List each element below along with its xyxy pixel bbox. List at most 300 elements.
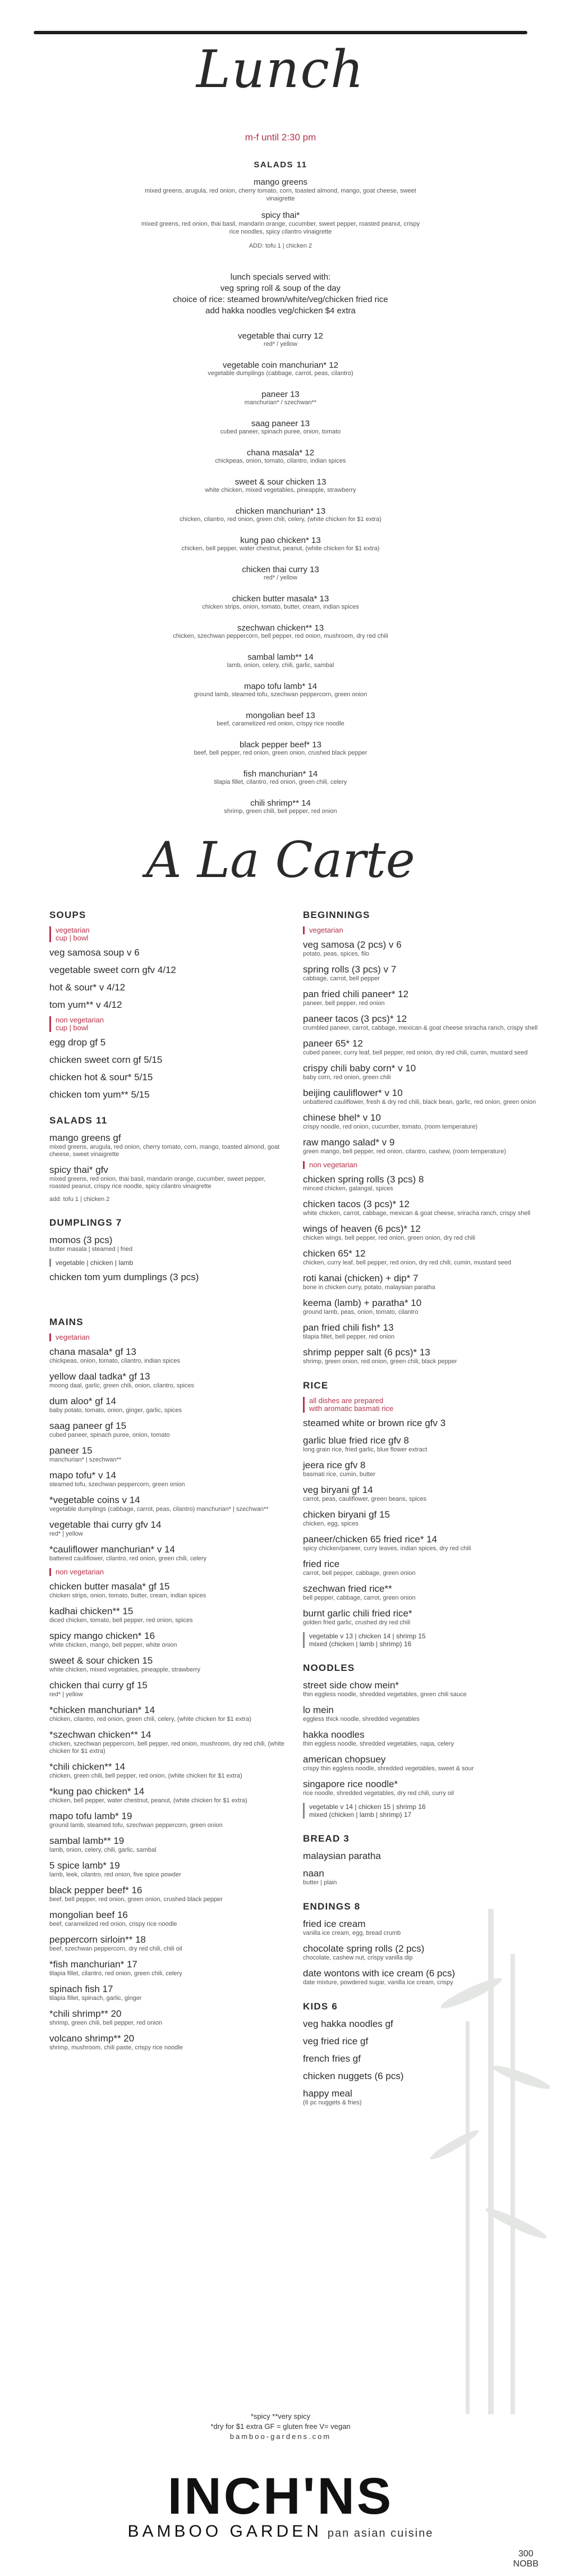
menu-item [49, 1469, 285, 1488]
corner-code-1: 300 [518, 2549, 534, 2559]
menu-item-name: chicken nuggets (6 pcs) [303, 2071, 404, 2081]
menu-item-name: vegetable sweet corn gfv 4/12 [49, 965, 176, 975]
menu-item-desc: date mixture, powdered sugar, vanilla ice cream, crispy [303, 1979, 453, 1986]
corner-code-2: NOBB [513, 2559, 539, 2569]
lunch-item-name: kung pao chicken* 13 [240, 536, 321, 545]
lunch-salad-add-note: ADD: tofu 1 | chicken 2 [249, 243, 312, 249]
menu-item-name: black pepper beef* 16 [49, 1885, 142, 1896]
beginnings-heading: BEGINNINGS [303, 910, 370, 920]
menu-item-desc: tilapia fillet, cilantro, red onion, green chili, celery [49, 1970, 182, 1977]
menu-item-name: mapo tofu* v 14 [49, 1470, 117, 1481]
dumplings-list [49, 1234, 285, 1253]
menu-item-name: garlic blue fried rice gfv 8 [303, 1435, 409, 1446]
lunch-item [140, 506, 421, 523]
a-la-carte-title: A La Carte [146, 831, 415, 889]
menu-item [49, 1785, 285, 1805]
lunch-salads-heading: SALADS 11 [254, 160, 307, 170]
menu-item [49, 2008, 285, 2027]
lunch-specials-info [140, 272, 421, 317]
lunch-hours: m-f until 2:30 pm [245, 132, 316, 143]
specials-line-2: veg spring roll & soup of the day [220, 284, 341, 293]
lunch-item-name: mongolian beef 13 [246, 711, 315, 720]
soups-veg-list [49, 947, 285, 1011]
menu-item [49, 1371, 285, 1390]
noodles-list [303, 1679, 539, 1797]
menu-item-name: veg hakka noodles gf [303, 2018, 393, 2029]
soups-veg-tag-sizes: cup | bowl [56, 934, 89, 942]
menu-item-name: yellow daal tadka* gf 13 [49, 1371, 150, 1382]
menu-item-desc: carrot, bell pepper, cabbage, green onion [303, 1570, 416, 1577]
lunch-item-name: black pepper beef* 13 [240, 740, 321, 750]
lunch-item [140, 711, 421, 728]
menu-item [49, 1519, 285, 1538]
rice-options-line-1: vegetable v 13 | chicken 14 | shrimp 15 [309, 1632, 426, 1640]
lunch-item [140, 477, 421, 494]
menu-item-desc: carrot, peas, cauliflower, green beans, spices [303, 1496, 427, 1502]
menu-item-desc: chicken, curry leaf, bell pepper, red onion, dry red chili, cumin, mustard seed [303, 1259, 512, 1266]
menu-item [49, 947, 285, 958]
menu-item-desc: ground lamb, steamed tofu, szechwan peppercorn, green onion [49, 1822, 223, 1829]
menu-item-desc: potato, peas, spices, filo [303, 951, 370, 957]
menu-item-desc: baby potato, tomato, onion, ginger, garlic, spices [49, 1407, 182, 1414]
bread-heading: BREAD 3 [303, 1833, 350, 1844]
menu-item-desc: cubed paneer, curry leaf, bell pepper, red onion, dry red chili, cumin, mustard seed [303, 1049, 528, 1056]
menu-item [303, 1013, 539, 1032]
menu-item-name: beijing cauliflower* v 10 [303, 1088, 403, 1098]
menu-item-name: hot & sour* v 4/12 [49, 982, 126, 993]
menu-item-desc: thin eggless noodle, shredded vegetables, green chili sauce [303, 1691, 467, 1698]
lunch-item-name: mapo tofu lamb* 14 [243, 682, 318, 691]
bamboo-decoration-icon [404, 1909, 550, 2414]
menu-item-desc: butter | plain [303, 1879, 337, 1886]
lunch-item-desc: chicken, szechwan peppercorn, bell pepper, red onion, mushroom, dry red chili [173, 633, 388, 640]
menu-item [49, 1761, 285, 1780]
legend-dietary: *dry for $1 extra GF = gluten free V= vegan [210, 2422, 351, 2431]
brand-logo [0, 2470, 561, 2541]
menu-item-desc: shrimp, green chili, bell pepper, red onion [49, 2020, 163, 2026]
menu-item-name: egg drop gf 5 [49, 1037, 106, 1048]
menu-item-name: *cauliflower manchurian* v 14 [49, 1544, 175, 1555]
lunch-item-desc: chicken, cilantro, red onion, green chili, celery, (white chicken for $1 extra) [180, 516, 381, 523]
lunch-salad-desc: mixed greens, arugula, red onion, cherry tomato, corn, toasted almond, mango, goat cheese, sweet vinaigrette [145, 188, 416, 202]
menu-item-desc: chicken, cilantro, red onion, green chili, celery, (white chicken for $1 extra) [49, 1716, 251, 1723]
menu-item [303, 1558, 539, 1577]
lunch-item-desc: shrimp, green chili, bell pepper, red onion [224, 808, 337, 815]
menu-item [49, 1860, 285, 1879]
brand-name: INCH'NS [167, 2468, 394, 2525]
menu-item-name: shrimp pepper salt (6 pcs)* 13 [303, 1347, 430, 1358]
menu-item-desc: vanilla ice cream, egg, bread crumb [303, 1930, 401, 1936]
lunch-salad-desc: mixed greens, red onion, thai basil, mandarin orange, cucumber, sweet pepper, roasted peanut, crispy rice noodles, spicy cilantro vinaigrette [141, 221, 420, 235]
menu-item-name: paneer/chicken 65 fried rice* 14 [303, 1534, 438, 1545]
lunch-salad-name: mango greens [254, 177, 307, 187]
lunch-item [140, 682, 421, 698]
menu-item [303, 1704, 539, 1723]
lunch-item-desc: manchurian* / szechwan** [244, 399, 317, 406]
menu-item-desc: red* | yellow [49, 1691, 83, 1698]
rice-tag-line-2: with aromatic basmati rice [309, 1404, 394, 1413]
mains-veg-tag: vegetarian [49, 1333, 285, 1341]
menu-item-desc: manchurian* | szechwan** [49, 1456, 122, 1463]
menu-item-name: volcano shrimp** 20 [49, 2033, 135, 2044]
menu-item-desc: paneer, bell pepper, red onion [303, 1000, 385, 1007]
menu-item-name: chicken tom yum dumplings (3 pcs) [49, 1272, 199, 1282]
menu-item [49, 999, 285, 1011]
menu-item-name: veg biryani gf 14 [303, 1485, 373, 1495]
menu-item [49, 1071, 285, 1083]
mains-nonveg-tag: non vegetarian [49, 1568, 285, 1576]
lunch-item [140, 623, 421, 640]
noodles-options-line-2: mixed (chicken | lamb | shrimp) 17 [309, 1811, 412, 1819]
lunch-item-name: chicken thai curry 13 [242, 565, 319, 574]
menu-item-desc: crumbled paneer, carrot, cabbage, mexican & goat cheese sriracha ranch, crispy shell [303, 1025, 538, 1031]
lunch-item-desc: beef, bell pepper, red onion, green onion, crushed black pepper [194, 750, 367, 756]
menu-item-name: steamed white or brown rice gfv 3 [303, 1418, 446, 1428]
menu-item-desc: mixed greens, red onion, thai basil, mandarin orange, cucumber, sweet pepper, roasted peanut, crispy rice noodle, spicy cilantro vinaigrette [49, 1176, 266, 1190]
lunch-item [140, 740, 421, 757]
menu-item-name: paneer tacos (3 pcs)* 12 [303, 1013, 407, 1024]
soups-veg-tag [49, 926, 285, 942]
menu-item-name: chicken biryani gf 15 [303, 1509, 390, 1520]
menu-item-name: peppercorn sirloin** 18 [49, 1934, 146, 1945]
lunch-item-desc: tilapia fillet, cilantro, red onion, green chili, celery [214, 779, 347, 785]
menu-item-desc: spicy chicken/paneer, curry leaves, indian spices, dry red chili [303, 1545, 471, 1552]
menu-item-name: *szechwan chicken** 14 [49, 1729, 151, 1740]
brand-tagline: pan asian cuisine [327, 2527, 434, 2540]
menu-item [49, 1164, 285, 1190]
menu-item-name: *chicken manchurian* 14 [49, 1705, 155, 1715]
menu-item [303, 1062, 539, 1081]
menu-item [49, 1704, 285, 1723]
menu-item-name: *vegetable coins v 14 [49, 1495, 140, 1505]
menu-item [303, 1850, 539, 1862]
menu-item [303, 1223, 539, 1242]
salads-add-note: add: tofu 1 | chicken 2 [49, 1196, 110, 1203]
mains-heading: MAINS [49, 1317, 84, 1327]
corner-code [513, 2549, 539, 2569]
lunch-item [140, 798, 421, 815]
menu-item [49, 1630, 285, 1649]
menu-item-name: momos (3 pcs) [49, 1235, 113, 1245]
soups-veg-tag-line: vegetarian [56, 926, 90, 934]
menu-item-desc: chicken, szechwan peppercorn, bell pepper, red onion, mushroom, dry red chili, (white chicken for $1 extra) [49, 1741, 284, 1755]
menu-item-name: chinese bhel* v 10 [303, 1112, 381, 1123]
menu-item-desc: basmati rice, cumin, butter [303, 1471, 375, 1478]
menu-item-desc: lamb, onion, celery, chili, garlic, sambal [49, 1847, 157, 1853]
rice-tag [303, 1397, 539, 1413]
menu-item [303, 1459, 539, 1478]
menu-item [49, 1934, 285, 1953]
menu-item [49, 1054, 285, 1066]
menu-item [49, 1445, 285, 1464]
soups-nonveg-list [49, 1036, 285, 1100]
menu-item-name: chicken 65* 12 [303, 1248, 366, 1259]
menu-item-name: pan fried chili fish* 13 [303, 1322, 394, 1333]
menu-item-name: sambal lamb** 19 [49, 1835, 125, 1846]
lunch-item [140, 594, 421, 611]
menu-item-name: mapo tofu lamb* 19 [49, 1811, 132, 1821]
menu-item-name: paneer 15 [49, 1445, 93, 1456]
dumplings-heading: DUMPLINGS 7 [49, 1217, 122, 1228]
beginnings-veg-list [303, 939, 539, 1155]
menu-item-name: spinach fish 17 [49, 1984, 113, 1994]
lunch-item-name: sambal lamb** 14 [247, 652, 314, 662]
lunch-item-desc: chickpeas, onion, tomato, cilantro, indian spices [215, 458, 346, 464]
soups-nonveg-tag-sizes: cup | bowl [56, 1024, 89, 1032]
menu-item-desc: shrimp, mushroom, chili paste, crispy rice noodle [49, 2044, 183, 2051]
salads-heading: SALADS 11 [49, 1115, 108, 1126]
lunch-item-name: chana masala* 12 [246, 448, 315, 458]
menu-item-desc: white chicken, mixed vegetables, pineapple, strawberry [49, 1666, 201, 1673]
lunch-salads-list [140, 177, 421, 236]
menu-item [49, 1884, 285, 1903]
menu-item-desc: tilapia fillet, bell pepper, red onion [303, 1333, 395, 1340]
menu-item-desc: eggless thick noodle, shredded vegetables [303, 1716, 420, 1723]
menu-item [303, 1198, 539, 1217]
lunch-title: Lunch [196, 39, 365, 99]
menu-item [49, 1420, 285, 1439]
lunch-item-desc: red* / yellow [264, 574, 297, 581]
menu-item [49, 1346, 285, 1365]
menu-item-name: 5 spice lamb* 19 [49, 1860, 120, 1871]
menu-item-name: singapore rice noodle* [303, 1779, 398, 1789]
menu-item-desc: chocolate, cashew nut, crispy vanilla dip [303, 1954, 413, 1961]
menu-item-desc: unbattered cauliflower, fresh & dry red chili, black bean, garlic, red onion, green onion [303, 1099, 536, 1106]
lunch-salad-name: spicy thai* [261, 211, 300, 220]
lunch-item [140, 536, 421, 552]
lunch-item-desc: cubed paneer, spinach puree, onion, tomato [220, 428, 341, 435]
lunch-item-desc: beef, caramelized red onion, crispy rice noodle [217, 720, 344, 727]
soups-heading: SOUPS [49, 910, 86, 920]
menu-item-name: roti kanai (chicken) + dip* 7 [303, 1273, 419, 1284]
menu-item [49, 1605, 285, 1624]
mains-nonveg-list [49, 1581, 285, 2052]
lunch-item [140, 565, 421, 582]
menu-item-desc: minced chicken, galangal, spices [303, 1185, 393, 1192]
menu-item [303, 1038, 539, 1057]
top-brush-stroke [34, 31, 527, 34]
menu-item-name: dum aloo* gf 14 [49, 1396, 117, 1406]
menu-item-desc: moong daal, garlic, green chili, onion, cilantro, spices [49, 1382, 195, 1389]
menu-item [303, 1583, 539, 1602]
menu-item [49, 1494, 285, 1513]
menu-item [303, 1607, 539, 1627]
menu-item [49, 1234, 285, 1253]
lunch-item-name: chicken manchurian* 13 [235, 506, 326, 516]
lunch-item [140, 419, 421, 436]
menu-item-name: malaysian paratha [303, 1851, 381, 1861]
menu-item-name: veg samosa (2 pcs) v 6 [303, 939, 402, 950]
menu-item-desc: chickpeas, onion, tomato, cilantro, indian spices [49, 1358, 180, 1364]
specials-line-1: lunch specials served with: [230, 272, 331, 282]
soups-nonveg-tag-line: non vegetarian [56, 1016, 104, 1024]
menu-item [303, 1435, 539, 1454]
menu-item-name: *chili shrimp** 20 [49, 2008, 122, 2019]
menu-item-name: *chili chicken** 14 [49, 1761, 126, 1772]
menu-item [303, 1753, 539, 1773]
legend-spicy: *spicy **very spicy [250, 2412, 311, 2420]
menu-item [303, 1173, 539, 1193]
menu-item-name: veg fried rice gf [303, 2036, 369, 2047]
menu-item-name: szechwan fried rice** [303, 1583, 392, 1594]
menu-item [49, 1271, 285, 1283]
menu-item [303, 1509, 539, 1528]
menu-item [303, 1297, 539, 1316]
menu-item [49, 1679, 285, 1698]
menu-item [49, 981, 285, 993]
menu-item [303, 1778, 539, 1797]
menu-item [303, 1272, 539, 1291]
menu-item-name: mongolian beef 16 [49, 1910, 128, 1920]
menu-item-desc: red* | yellow [49, 1531, 83, 1537]
menu-item-name: jeera rice gfv 8 [303, 1460, 366, 1470]
menu-item-name: mango greens gf [49, 1132, 121, 1143]
rice-list [303, 1417, 539, 1627]
menu-item-desc: (6 pc nuggets & fries) [303, 2099, 362, 2106]
menu-item-name: chicken butter masala* gf 15 [49, 1581, 170, 1592]
mains-veg-list [49, 1346, 285, 1563]
rice-options-line-2: mixed (chicken | lamb | shrimp) 16 [309, 1640, 412, 1648]
menu-item [303, 1729, 539, 1748]
left-column [49, 910, 285, 2057]
menu-item [49, 1395, 285, 1414]
menu-item-name: keema (lamb) + paratha* 10 [303, 1298, 422, 1308]
menu-item-name: american chopsuey [303, 1754, 386, 1765]
beginnings-nonveg-list [303, 1173, 539, 1365]
lunch-item-name: chicken butter masala* 13 [232, 594, 329, 604]
menu-item-name: naan [303, 1868, 324, 1879]
menu-item-desc: shrimp, green onion, red onion, green chili, black pepper [303, 1358, 457, 1365]
menu-item [49, 1810, 285, 1829]
menu-item-name: chicken tacos (3 pcs)* 12 [303, 1199, 410, 1209]
menu-item [303, 988, 539, 1007]
menu-item [303, 1679, 539, 1698]
menu-item-desc: rice noodle, shredded vegetables, dry red chili, curry oil [303, 1790, 454, 1797]
menu-item [49, 1089, 285, 1100]
menu-item [303, 939, 539, 958]
lunch-item [140, 390, 421, 407]
noodles-options-line-1: vegetable v 14 | chicken 15 | shrimp 16 [309, 1803, 426, 1811]
menu-item [303, 1867, 539, 1887]
menu-item-desc: long grain rice, fried garlic, blue flower extract [303, 1446, 427, 1453]
lunch-items-list [140, 331, 421, 815]
menu-item [49, 1543, 285, 1563]
lunch-section [140, 160, 421, 815]
menu-item [303, 1484, 539, 1503]
menu-item-desc: golden fried garlic, crushed dry red chili [303, 1619, 411, 1626]
menu-item-desc: cubed paneer, spinach puree, onion, tomato [49, 1432, 170, 1438]
menu-item [303, 1346, 539, 1365]
menu-item-desc: beef, szechwan peppercorn, dry red chili, chili oil [49, 1945, 182, 1952]
rice-tag-line-1: all dishes are prepared [309, 1396, 384, 1405]
menu-item-desc: chicken, egg, spices [303, 1520, 359, 1527]
lunch-item-name: sweet & sour chicken 13 [234, 477, 327, 487]
menu-item-name: tom yum** v 4/12 [49, 999, 122, 1010]
menu-item-name: paneer 65* 12 [303, 1038, 363, 1049]
menu-item [49, 1983, 285, 2002]
menu-item [303, 1533, 539, 1552]
lunch-item-name: paneer 13 [261, 390, 300, 399]
menu-item-desc: crispy thin eggless noodle, shredded vegetables, sweet & sour [303, 1765, 474, 1772]
menu-item [49, 1036, 285, 1048]
menu-item-name: chocolate spring rolls (2 pcs) [303, 1943, 425, 1954]
menu-item [303, 1136, 539, 1155]
menu-item-desc: white chicken, mango, bell pepper, white onion [49, 1642, 177, 1648]
menu-item-name: saag paneer gf 15 [49, 1421, 127, 1431]
endings-heading: ENDINGS 8 [303, 1901, 361, 1912]
menu-item [303, 1248, 539, 1267]
dumplings-tag: vegetable | chicken | lamb [49, 1259, 285, 1267]
website-link[interactable]: bamboo-gardens.com [229, 2432, 332, 2441]
lunch-item [140, 652, 421, 669]
menu-item-desc: ground lamb, peas, onion, tomato, cilantro [303, 1309, 419, 1316]
menu-item-desc: tilapia fillet, spinach, garlic, ginger [49, 1995, 142, 2002]
menu-item-name: veg samosa soup v 6 [49, 947, 140, 958]
menu-item-name: vegetable thai curry gfv 14 [49, 1519, 162, 1530]
lunch-item-desc: lamb, onion, celery, chili, garlic, sambal [227, 662, 334, 669]
menu-item-desc: green mango, bell pepper, red onion, cilantro, cashew, (room temperature) [303, 1148, 506, 1155]
menu-item [49, 1729, 285, 1755]
menu-item-desc: beef, bell pepper, red onion, green onion, crushed black pepper [49, 1896, 223, 1903]
menu-item-name: raw mango salad* v 9 [303, 1137, 395, 1148]
menu-item-name: *kung pao chicken* 14 [49, 1786, 145, 1797]
menu-item-desc: chicken wings, bell pepper, red onion, green onion, dry red chili [303, 1235, 475, 1241]
menu-item-desc: steamed tofu, szechwan peppercorn, green onion [49, 1481, 185, 1488]
salads-list [49, 1132, 285, 1190]
rice-options [303, 1632, 539, 1648]
menu-item-desc: bell pepper, cabbage, carrot, green onion [303, 1595, 416, 1601]
menu-item [303, 1087, 539, 1106]
menu-item-name: chicken tom yum** 5/15 [49, 1089, 150, 1100]
menu-item [49, 2033, 285, 2052]
bread-list [303, 1850, 539, 1887]
beginnings-nonveg-tag: non vegetarian [303, 1161, 539, 1169]
menu-item-name: kadhai chicken** 15 [49, 1606, 134, 1616]
menu-item [49, 1655, 285, 1674]
menu-item-desc: chicken, green chili, bell pepper, red onion, (white chicken for $1 extra) [49, 1773, 242, 1779]
menu-item-desc: mixed greens, arugula, red onion, cherry tomato, corn, mango, toasted almond, goat cheese, sweet vinaigrette [49, 1144, 280, 1158]
menu-item-desc: chicken strips, onion, tomato, butter, cream, indian spices [49, 1592, 206, 1599]
menu-item-desc: vegetable dumplings (cabbage, carrot, peas, cilantro) manchurian* | szechwan** [49, 1506, 269, 1513]
menu-item-name: chicken spring rolls (3 pcs) 8 [303, 1174, 424, 1185]
menu-item [303, 963, 539, 983]
menu-item-desc: diced chicken, tomato, bell pepper, red onion, spices [49, 1617, 193, 1624]
menu-item-name: street side chow mein* [303, 1680, 399, 1691]
lunch-item-name: saag paneer 13 [251, 419, 310, 428]
menu-item-desc: bone in chicken curry, potato, malaysian paratha [303, 1284, 435, 1291]
lunch-item-name: vegetable coin manchurian* 12 [223, 360, 338, 370]
lunch-item-name: szechwan chicken** 13 [237, 623, 324, 633]
menu-item-name: chicken thai curry gf 15 [49, 1680, 148, 1691]
noodles-heading: NOODLES [303, 1662, 355, 1673]
menu-item [49, 1581, 285, 1600]
lunch-item-name: vegetable thai curry 12 [238, 331, 323, 341]
menu-item-desc: thin eggless noodle, shredded vegetables, napa, celery [303, 1741, 454, 1747]
lunch-item-desc: chicken, bell pepper, water chestnut, peanut, (white chicken for $1 extra) [181, 545, 380, 552]
menu-item-name: hakka noodles [303, 1729, 365, 1740]
menu-item [303, 1112, 539, 1131]
lunch-item [140, 360, 421, 377]
lunch-item [140, 331, 421, 348]
menu-item-name: chicken hot & sour* 5/15 [49, 1072, 153, 1083]
lunch-item [140, 448, 421, 465]
menu-item-name: pan fried chili paneer* 12 [303, 989, 409, 999]
menu-item-name: *fish manchurian* 17 [49, 1959, 137, 1970]
dumplings-list-2 [49, 1271, 285, 1283]
menu-item [49, 964, 285, 976]
menu-item [49, 1909, 285, 1928]
menu-item [49, 1835, 285, 1854]
